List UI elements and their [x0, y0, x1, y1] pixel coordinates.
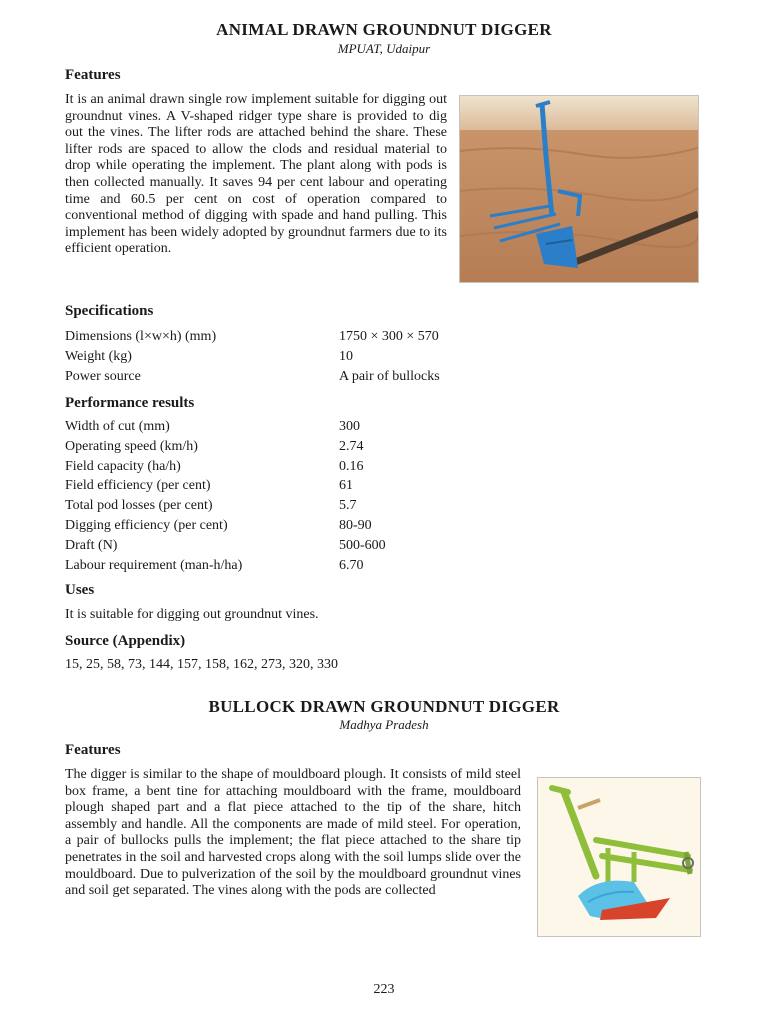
- performance-value: 300: [339, 419, 360, 434]
- table-row: [65, 516, 485, 536]
- spec-label: Dimensions (l×w×h) (mm): [65, 329, 217, 344]
- performance-label: Labour requirement (man-h/ha): [65, 557, 243, 573]
- performance-label: Digging efficiency (per cent): [65, 517, 228, 533]
- section2-features-text: The digger is similar to the shape of mouldboard plough. It consists of mild steel box frame, a bent tine for attaching mouldboard with the frame, mouldboard plough shaped part and a flat piece attached to the tip of the share, hitch assembly and handle. All the components are made of mild steel. For operation, a pair of bullocks pulls the implement; the flat piece attached to the share tip penetrates in the soil and harvested crops along with the soil lumps slide over the mouldboard. Due to pulverization of the soil by the mouldboard groundnut vines and soil get separated. The vines along with the pods are collected: [65, 767, 521, 899]
- section1-features-heading: Features: [65, 67, 121, 83]
- table-row: [65, 496, 485, 516]
- spec-label: Weight (kg): [65, 348, 132, 364]
- table-row: [65, 536, 485, 556]
- groundnut-digger-photo: [459, 95, 699, 283]
- table-row: [65, 327, 485, 347]
- page-number: 223: [373, 982, 395, 997]
- spec-value: 10: [339, 348, 353, 364]
- section1-subtitle: MPUAT, Udaipur: [337, 41, 431, 56]
- performance-value: 80-90: [339, 517, 372, 533]
- section1-uses-text: It is suitable for digging out groundnut vines.: [65, 607, 319, 622]
- table-row: [65, 437, 485, 457]
- performance-value: 61: [339, 478, 353, 494]
- table-row: [65, 367, 485, 387]
- performance-label: Field capacity (ha/h): [65, 458, 181, 474]
- table-row: [65, 556, 485, 576]
- table-row: [65, 347, 485, 367]
- section1-uses-heading: Uses: [65, 582, 95, 598]
- performance-value: 0.16: [339, 458, 364, 474]
- performance-value: 500-600: [339, 537, 386, 553]
- section1-performance-heading: Performance results: [65, 395, 195, 411]
- section1-source-heading: Source (Appendix): [65, 633, 186, 649]
- performance-table: [65, 417, 485, 575]
- specifications-table: [65, 327, 485, 386]
- performance-label: Width of cut (mm): [65, 419, 170, 434]
- table-row: [65, 476, 485, 496]
- spec-value: A pair of bullocks: [339, 368, 440, 384]
- table-row: [65, 457, 485, 477]
- bullock-digger-illustration: [537, 777, 701, 937]
- section2-subtitle: Madhya Pradesh: [339, 717, 429, 732]
- table-row: [65, 417, 485, 437]
- section1-source-text: 15, 25, 58, 73, 144, 157, 158, 162, 273, 320, 330: [65, 657, 338, 672]
- spec-value: 1750 × 300 × 570: [339, 329, 439, 344]
- performance-label: Total pod losses (per cent): [65, 498, 213, 514]
- performance-value: 5.7: [339, 498, 357, 514]
- section2-title: BULLOCK DRAWN GROUNDNUT DIGGER: [208, 697, 560, 716]
- section2-features-heading: Features: [65, 742, 121, 758]
- performance-value: 2.74: [339, 438, 364, 454]
- spec-label: Power source: [65, 368, 141, 384]
- section1-title: ANIMAL DRAWN GROUNDNUT DIGGER: [216, 20, 552, 39]
- section1-specifications-heading: Specifications: [65, 303, 154, 319]
- performance-value: 6.70: [339, 557, 364, 573]
- performance-label: Draft (N): [65, 537, 118, 553]
- section1-features-text: It is an animal drawn single row implement suitable for digging out groundnut vines. A V-shaped ridger type share is provided to dig out the vines. The lifter rods are attached behind the share. These lifter rods are spaced to allow the clods and residual material to drop while operating the implement. The plant along with pods is then collected manually. It saves 94 per cent labour and operating time and 60.5 per cent on cost of operation compared to conventional method of digging with spade and hand pulling. This implement has been widely adopted by groundnut farmers due to its efficient operation.: [65, 92, 447, 257]
- performance-label: Field efficiency (per cent): [65, 478, 211, 494]
- performance-label: Operating speed (km/h): [65, 438, 198, 454]
